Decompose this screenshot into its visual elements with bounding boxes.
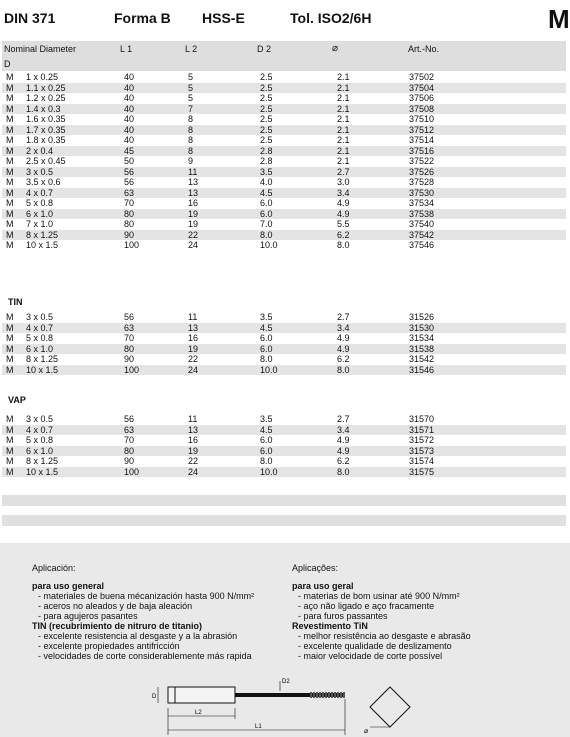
cell-sq: 2.1 (337, 124, 350, 135)
cell-m: M (6, 177, 14, 187)
list-item: - velocidades de corte considerablemente más rapida (38, 651, 252, 661)
cell-sq: 4.9 (337, 333, 350, 343)
cell-l2: 16 (188, 198, 199, 208)
cell-art: 31538 (409, 343, 435, 354)
label-d2: D2 (282, 679, 290, 685)
cell-l2: 8 (188, 135, 194, 145)
cell-l1: 45 (124, 145, 135, 156)
cell-l1: 40 (124, 124, 135, 135)
cell-l1: 100 (124, 240, 140, 250)
cell-l1: 80 (124, 219, 135, 229)
cell-m: M (6, 343, 14, 354)
cell-m: M (6, 72, 14, 82)
cell-l2: 9 (188, 156, 194, 166)
cell-l1: 63 (124, 187, 135, 198)
cell-size: 1.8 x 0.35 (26, 135, 66, 145)
cell-l2: 5 (188, 72, 194, 82)
cell-m: M (6, 82, 14, 93)
cell-art: 37502 (409, 72, 435, 82)
cell-size: 3 x 0.5 (26, 166, 54, 177)
cell-l2: 16 (188, 333, 199, 343)
cell-m: M (6, 166, 14, 177)
col-l2: L 2 (185, 44, 198, 54)
cell-art: 37508 (409, 103, 435, 114)
cell-sq: 4.9 (337, 435, 350, 445)
cell-sq: 2.1 (337, 72, 350, 82)
cell-l2: 19 (188, 219, 199, 229)
cell-m: M (6, 435, 14, 445)
square-symbol-icon: ⌀ (364, 728, 369, 735)
square-shape (370, 687, 410, 727)
cell-m: M (6, 322, 14, 333)
cell-l1: 100 (124, 466, 140, 477)
cell-art: 31571 (409, 424, 435, 435)
cell-d2: 4.0 (260, 177, 273, 187)
table-row (2, 312, 566, 323)
table-row (2, 230, 566, 241)
cell-size: 4 x 0.7 (26, 424, 54, 435)
cell-m: M (6, 354, 14, 364)
table-row (2, 219, 566, 230)
col-l1: L 1 (120, 44, 133, 54)
cell-l1: 90 (124, 229, 135, 240)
cell-size: 1 x 0.25 (26, 72, 59, 82)
cell-d2: 6.0 (260, 333, 273, 343)
cell-d2: 10.0 (260, 364, 278, 375)
cell-size: 5 x 0.8 (26, 198, 54, 208)
cell-size: 10 x 1.5 (26, 240, 59, 250)
tolerance-label: Tol. ISO2/6H (290, 10, 372, 26)
cell-art: 37546 (409, 240, 435, 250)
cell-art: 31546 (409, 364, 435, 375)
cell-art: 37512 (409, 124, 435, 135)
table-row (2, 414, 566, 425)
cell-size: 3.5 x 0.6 (26, 177, 61, 187)
cell-art: 31572 (409, 435, 435, 445)
col-d: D (4, 59, 11, 69)
cell-l2: 5 (188, 93, 194, 103)
cell-d2: 2.5 (260, 114, 273, 124)
cell-m: M (6, 364, 14, 375)
table-row (2, 435, 566, 446)
table-row (2, 209, 566, 220)
cell-art: 37516 (409, 145, 435, 156)
cell-sq: 4.9 (337, 208, 350, 219)
cell-size: 8 x 1.25 (26, 456, 59, 466)
cell-d2: 4.5 (260, 322, 273, 333)
cell-sq: 2.1 (337, 135, 350, 145)
cell-sq: 2.1 (337, 145, 350, 156)
cell-d2: 2.5 (260, 124, 273, 135)
cell-m: M (6, 312, 14, 322)
app-es-general: para uso general (32, 581, 105, 591)
table-row (2, 323, 566, 334)
cell-sq: 4.9 (337, 343, 350, 354)
cell-m: M (6, 156, 14, 166)
cell-sq: 6.2 (337, 354, 350, 364)
cell-l1: 56 (124, 166, 135, 177)
col-d2: D 2 (257, 44, 272, 54)
cell-size: 1.6 x 0.35 (26, 114, 66, 124)
list-item: - excelente propiedades antifricción (38, 641, 180, 651)
cell-l1: 63 (124, 424, 135, 435)
table-row (2, 240, 566, 251)
cell-d2: 3.5 (260, 312, 273, 322)
cell-size: 4 x 0.7 (26, 322, 54, 333)
cell-size: 2 x 0.4 (26, 145, 54, 156)
cell-art: 37540 (409, 219, 435, 229)
cell-d2: 10.0 (260, 240, 278, 250)
cell-l1: 40 (124, 82, 135, 93)
cell-m: M (6, 187, 14, 198)
cell-m: M (6, 456, 14, 466)
list-item: - materias de bom usinar até 900 N/mm² (298, 591, 460, 601)
cell-l2: 13 (188, 322, 199, 333)
cell-size: 10 x 1.5 (26, 466, 59, 477)
cell-m: M (6, 93, 14, 103)
cell-size: 3 x 0.5 (26, 414, 54, 424)
cell-d2: 6.0 (260, 343, 273, 354)
cell-m: M (6, 198, 14, 208)
cell-m: M (6, 414, 14, 424)
cell-d2: 2.8 (260, 156, 273, 166)
cell-l1: 50 (124, 156, 135, 166)
cell-l2: 24 (188, 240, 199, 250)
table-row (2, 333, 566, 344)
cell-art: 31574 (409, 456, 435, 466)
list-item: - melhor resistência ao desgaste e abrasão (298, 631, 471, 641)
material-label: HSS-E (202, 10, 245, 26)
applications-panel (0, 543, 570, 737)
cell-art: 37504 (409, 82, 435, 93)
table-row (2, 344, 566, 355)
cell-size: 3 x 0.5 (26, 312, 54, 322)
app-pt-title: Aplicações: (292, 563, 339, 573)
cell-sq: 6.2 (337, 229, 350, 240)
cell-l2: 13 (188, 424, 199, 435)
cell-d2: 8.0 (260, 229, 273, 240)
list-item: - excelente resistencia al desgaste y a la abrasión (38, 631, 238, 641)
cell-l2: 24 (188, 364, 199, 375)
cell-sq: 4.9 (337, 445, 350, 456)
cell-l2: 7 (188, 103, 194, 114)
cell-l1: 90 (124, 354, 135, 364)
app-es-title: Aplicación: (32, 563, 76, 573)
list-item: - aço não ligado e aço fracamente (298, 601, 435, 611)
col-square: ⌀ (332, 43, 339, 54)
col-nominal: Nominal Diameter (4, 44, 77, 54)
cell-l2: 11 (188, 166, 198, 177)
cell-sq: 4.9 (337, 198, 350, 208)
cell-art: 31573 (409, 445, 435, 456)
cell-d2: 8.0 (260, 354, 273, 364)
cell-d2: 7.0 (260, 219, 273, 229)
cell-sq: 2.7 (337, 312, 350, 322)
cell-size: 6 x 1.0 (26, 445, 54, 456)
cell-size: 8 x 1.25 (26, 354, 59, 364)
cell-l2: 5 (188, 82, 194, 93)
cell-d2: 6.0 (260, 445, 273, 456)
cell-size: 6 x 1.0 (26, 343, 54, 354)
cell-size: 4 x 0.7 (26, 187, 54, 198)
empty-row (2, 495, 566, 506)
cell-art: 37530 (409, 187, 435, 198)
cell-l2: 13 (188, 177, 199, 187)
list-item: - maior velocidade de corte possível (298, 651, 443, 661)
list-item: - para furos passantes (298, 611, 388, 621)
cell-m: M (6, 124, 14, 135)
cell-art: 31526 (409, 312, 435, 322)
cell-sq: 3.4 (337, 322, 350, 333)
app-es-tin: TIN (recubrimiento de nitruro de titanio) (32, 621, 203, 631)
cell-l2: 11 (188, 414, 198, 424)
cell-sq: 2.1 (337, 82, 350, 93)
applications-es (32, 563, 282, 661)
cell-l1: 70 (124, 198, 135, 208)
cell-sq: 2.1 (337, 114, 350, 124)
cell-l1: 70 (124, 333, 135, 343)
cell-size: 1.2 x 0.25 (26, 93, 66, 103)
cell-l2: 19 (188, 445, 199, 456)
table-row (2, 467, 566, 478)
cell-size: 8 x 1.25 (26, 229, 59, 240)
cell-m: M (6, 219, 14, 229)
cell-sq: 8.0 (337, 240, 350, 250)
cell-size: 5 x 0.8 (26, 333, 54, 343)
label-l2: L2 (195, 710, 202, 716)
cell-sq: 2.1 (337, 103, 350, 114)
cell-sq: 3.4 (337, 424, 350, 435)
cell-m: M (6, 240, 14, 250)
cell-size: 1.4 x 0.3 (26, 103, 61, 114)
table-row (2, 188, 566, 199)
cell-l2: 13 (188, 187, 199, 198)
cell-art: 37514 (409, 135, 435, 145)
tap-shank (175, 687, 235, 703)
list-item: - aceros no aleados y de baja aleación (38, 601, 193, 611)
cell-l2: 22 (188, 229, 199, 240)
cell-l2: 8 (188, 114, 194, 124)
cell-art: 31530 (409, 322, 435, 333)
cell-sq: 3.4 (337, 187, 350, 198)
standard-label: DIN 371 (4, 10, 56, 26)
cell-d2: 8.0 (260, 456, 273, 466)
table-main (2, 72, 566, 251)
cell-art: 37522 (409, 156, 435, 166)
cell-art: 37528 (409, 177, 435, 187)
cell-l2: 8 (188, 124, 194, 135)
table-row (2, 125, 566, 136)
cell-d2: 10.0 (260, 466, 278, 477)
section-tin-label: TIN (8, 297, 23, 307)
cell-m: M (6, 135, 14, 145)
cell-d2: 2.5 (260, 135, 273, 145)
list-item: - excelente qualidade de deslizamento (298, 641, 452, 651)
empty-row (2, 515, 566, 526)
cell-l2: 16 (188, 435, 199, 445)
cell-l1: 80 (124, 343, 135, 354)
applications-pt (292, 563, 562, 661)
cell-sq: 6.2 (337, 456, 350, 466)
cell-art: 31542 (409, 354, 435, 364)
cell-l1: 63 (124, 322, 135, 333)
cell-sq: 8.0 (337, 466, 350, 477)
table-row (2, 72, 566, 83)
page-header (0, 4, 570, 36)
thread-type-label: M (548, 4, 570, 34)
cell-art: 31575 (409, 466, 435, 477)
cell-d2: 2.5 (260, 93, 273, 103)
table-row (2, 156, 566, 167)
cell-d2: 2.8 (260, 145, 273, 156)
form-label: Forma B (114, 10, 171, 26)
cell-sq: 2.7 (337, 414, 350, 424)
cell-m: M (6, 466, 14, 477)
cell-l1: 40 (124, 114, 135, 124)
cell-l2: 19 (188, 343, 199, 354)
table-row (2, 114, 566, 125)
cell-l1: 80 (124, 445, 135, 456)
cell-l1: 56 (124, 177, 135, 187)
cell-sq: 2.7 (337, 166, 350, 177)
cell-l2: 24 (188, 466, 199, 477)
section-vap-label: VAP (8, 395, 26, 405)
label-d: D (152, 694, 157, 700)
cell-l2: 11 (188, 312, 198, 322)
cell-size: 1.1 x 0.25 (26, 82, 66, 93)
cell-sq: 3.0 (337, 177, 350, 187)
cell-art: 37542 (409, 229, 435, 240)
table-row (2, 425, 566, 436)
cell-size: 7 x 1.0 (26, 219, 54, 229)
column-header (2, 41, 566, 71)
cell-art: 37526 (409, 166, 435, 177)
cell-sq: 2.1 (337, 93, 350, 103)
cell-sq: 2.1 (337, 156, 350, 166)
cell-l1: 56 (124, 414, 135, 424)
col-art: Art.-No. (408, 44, 440, 54)
tap-drawing (140, 675, 360, 737)
cell-d2: 6.0 (260, 208, 273, 219)
cell-art: 37510 (409, 114, 435, 124)
cell-l2: 8 (188, 145, 194, 156)
cell-d2: 6.0 (260, 435, 273, 445)
table-row (2, 198, 566, 209)
cell-l2: 22 (188, 354, 199, 364)
table-vap (2, 414, 566, 477)
cell-size: 5 x 0.8 (26, 435, 54, 445)
cell-l1: 90 (124, 456, 135, 466)
cell-l1: 80 (124, 208, 135, 219)
cell-l1: 40 (124, 135, 135, 145)
table-row (2, 456, 566, 467)
cell-m: M (6, 208, 14, 219)
square-section-drawing (362, 681, 418, 735)
cell-d2: 2.5 (260, 72, 273, 82)
cell-art: 37538 (409, 208, 435, 219)
cell-art: 31570 (409, 414, 435, 424)
app-pt-general: para uso geral (292, 581, 354, 591)
cell-d2: 4.5 (260, 187, 273, 198)
cell-sq: 8.0 (337, 364, 350, 375)
cell-art: 37534 (409, 198, 435, 208)
table-row (2, 446, 566, 457)
list-item: - para agujeros pasantes (38, 611, 138, 621)
cell-l1: 40 (124, 72, 135, 82)
app-pt-tin: Revestimento TiN (292, 621, 368, 631)
cell-l1: 100 (124, 364, 140, 375)
table-row (2, 104, 566, 115)
table-row (2, 83, 566, 94)
table-row (2, 365, 566, 376)
table-row (2, 135, 566, 146)
cell-m: M (6, 229, 14, 240)
list-item: - materiales de buena mécanización hasta 900 N/mm² (38, 591, 255, 601)
cell-m: M (6, 445, 14, 456)
cell-d2: 3.5 (260, 166, 273, 177)
table-row (2, 177, 566, 188)
cell-m: M (6, 145, 14, 156)
cell-l2: 22 (188, 456, 199, 466)
table-row (2, 354, 566, 365)
cell-l1: 70 (124, 435, 135, 445)
cell-l1: 40 (124, 93, 135, 103)
cell-art: 37506 (409, 93, 435, 103)
cell-d2: 2.5 (260, 82, 273, 93)
cell-d2: 3.5 (260, 414, 273, 424)
cell-size: 1.7 x 0.35 (26, 124, 66, 135)
cell-d2: 2.5 (260, 103, 273, 114)
cell-size: 10 x 1.5 (26, 364, 59, 375)
cell-size: 6 x 1.0 (26, 208, 54, 219)
table-row (2, 93, 566, 104)
table-row (2, 167, 566, 178)
cell-l1: 40 (124, 103, 135, 114)
cell-m: M (6, 333, 14, 343)
table-tin (2, 312, 566, 375)
cell-art: 31534 (409, 333, 435, 343)
cell-d2: 6.0 (260, 198, 273, 208)
cell-size: 2.5 x 0.45 (26, 156, 66, 166)
cell-l2: 19 (188, 208, 199, 219)
cell-m: M (6, 114, 14, 124)
cell-l1: 56 (124, 312, 135, 322)
label-l1: L1 (255, 724, 262, 730)
tap-square (168, 687, 175, 703)
cell-sq: 5.5 (337, 219, 350, 229)
cell-m: M (6, 103, 14, 114)
table-row (2, 146, 566, 157)
cell-d2: 4.5 (260, 424, 273, 435)
cell-m: M (6, 424, 14, 435)
